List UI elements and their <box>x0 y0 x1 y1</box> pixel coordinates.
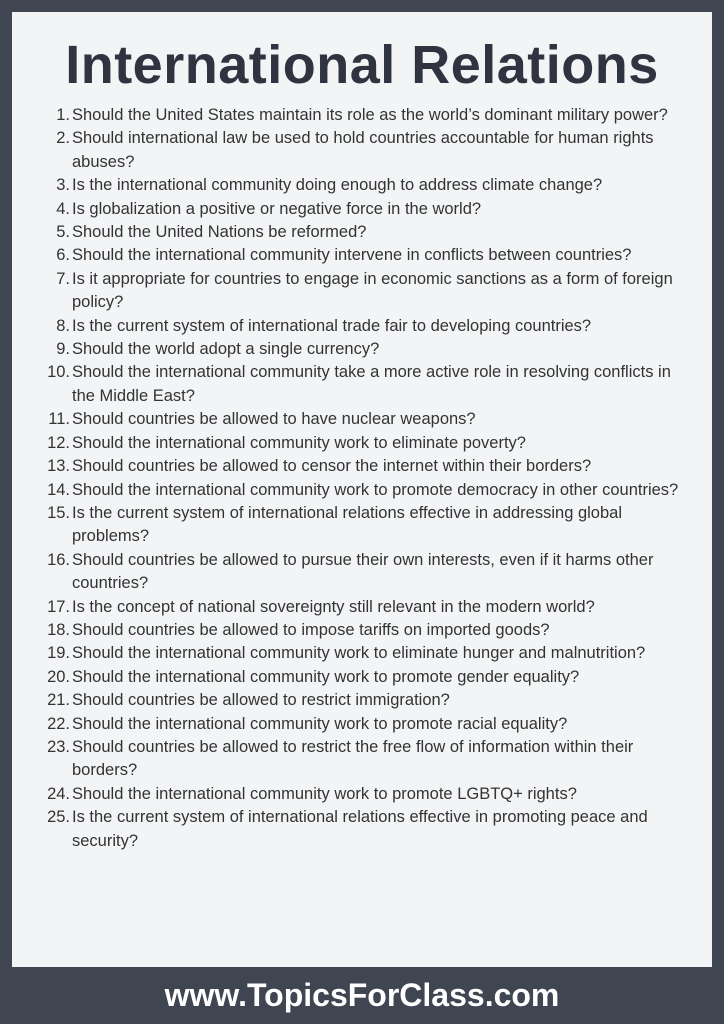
item-number: 6. <box>56 246 70 265</box>
list-item <box>12 104 712 127</box>
item-text: Should the international community work to eliminate poverty? <box>72 433 526 452</box>
item-text: Is globalization a positive or negative force in the world? <box>72 199 482 218</box>
list-item <box>12 596 712 619</box>
item-text: Should the United States maintain its role as the world’s dominant military power? <box>72 106 668 124</box>
item-text: Is the current system of international trade fair to developing countries? <box>72 316 592 335</box>
list-item <box>12 455 712 478</box>
list-item <box>12 642 712 665</box>
list-item <box>12 549 712 596</box>
item-number: 18. <box>47 620 70 639</box>
item-number: 22. <box>47 714 70 733</box>
item-text: Should the international community work to promote democracy in other countries? <box>72 480 679 499</box>
item-text: Should countries be allowed to have nuclear weapons? <box>72 410 476 429</box>
list-item <box>12 198 712 221</box>
item-text: Should countries be allowed to restrict immigration? <box>72 691 450 710</box>
item-text: Should the international community work to eliminate hunger and malnutrition? <box>72 644 646 663</box>
list-item <box>12 689 712 712</box>
list-item <box>12 736 712 783</box>
list-item <box>12 361 712 408</box>
item-text: Should countries be allowed to censor the internet within their borders? <box>72 457 592 476</box>
item-text: Is it appropriate for countries to engage in economic sanctions as a form of foreign policy? <box>72 269 673 312</box>
list-item <box>12 502 712 549</box>
item-number: 14. <box>47 480 70 499</box>
list-item <box>12 244 712 267</box>
question-list <box>12 104 712 853</box>
list-item <box>12 619 712 642</box>
page-title: International Relations <box>65 35 659 95</box>
item-text: Should the world adopt a single currency? <box>72 340 380 359</box>
item-text: Is the current system of international relations effective in promoting peace and security? <box>72 808 648 850</box>
item-number: 3. <box>56 176 70 195</box>
content-card <box>12 12 712 967</box>
item-number: 12. <box>47 433 70 452</box>
item-text: Should the international community take a more active role in resolving conflicts in the Middle East? <box>72 363 671 405</box>
item-number: 9. <box>56 340 70 359</box>
item-text: Should countries be allowed to restrict the free flow of information within their borders? <box>72 737 634 780</box>
item-text: Should international law be used to hold countries accountable for human rights abuses? <box>72 129 654 171</box>
list-item <box>12 479 712 502</box>
footer-url: www.TopicsForClass.com <box>164 977 560 1013</box>
item-number: 24. <box>47 784 70 803</box>
list-item <box>12 432 712 455</box>
item-number: 17. <box>47 597 70 616</box>
list-item <box>12 338 712 361</box>
item-text: Is the current system of international relations effective in addressing global problems? <box>72 503 622 546</box>
list-item <box>12 268 712 315</box>
item-number: 25. <box>47 808 70 827</box>
item-number: 1. <box>56 106 70 124</box>
item-number: 8. <box>56 316 70 335</box>
item-number: 7. <box>56 269 70 288</box>
item-number: 19. <box>47 644 70 663</box>
item-number: 2. <box>56 129 70 148</box>
item-number: 20. <box>47 667 70 686</box>
item-number: 23. <box>47 737 70 756</box>
item-text: Should countries be allowed to pursue their own interests, even if it harms other countries? <box>72 550 654 593</box>
item-text: Should the international community work to promote gender equality? <box>72 667 580 686</box>
item-number: 11. <box>48 410 70 429</box>
item-text: Should the international community work to promote racial equality? <box>72 714 568 733</box>
list-item <box>12 783 712 806</box>
list-item <box>12 174 712 197</box>
item-number: 13. <box>47 457 70 476</box>
item-number: 10. <box>47 363 70 382</box>
list-item <box>12 806 712 853</box>
item-number: 4. <box>56 199 70 218</box>
item-number: 15. <box>47 503 70 522</box>
item-text: Should the United Nations be reformed? <box>72 223 367 242</box>
list-item <box>12 127 712 174</box>
list-item <box>12 408 712 431</box>
item-number: 16. <box>47 550 70 569</box>
item-text: Is the international community doing enough to address climate change? <box>72 176 603 195</box>
item-text: Is the concept of national sovereignty still relevant in the modern world? <box>72 597 595 616</box>
item-text: Should countries be allowed to impose tariffs on imported goods? <box>72 620 550 639</box>
item-number: 21. <box>47 691 70 710</box>
list-item <box>12 221 712 244</box>
item-text: Should the international community work to promote LGBTQ+ rights? <box>72 784 577 803</box>
list-item <box>12 315 712 338</box>
list-item <box>12 713 712 736</box>
item-text: Should the international community intervene in conflicts between countries? <box>72 246 632 265</box>
item-number: 5. <box>56 223 70 242</box>
list-item <box>12 666 712 689</box>
